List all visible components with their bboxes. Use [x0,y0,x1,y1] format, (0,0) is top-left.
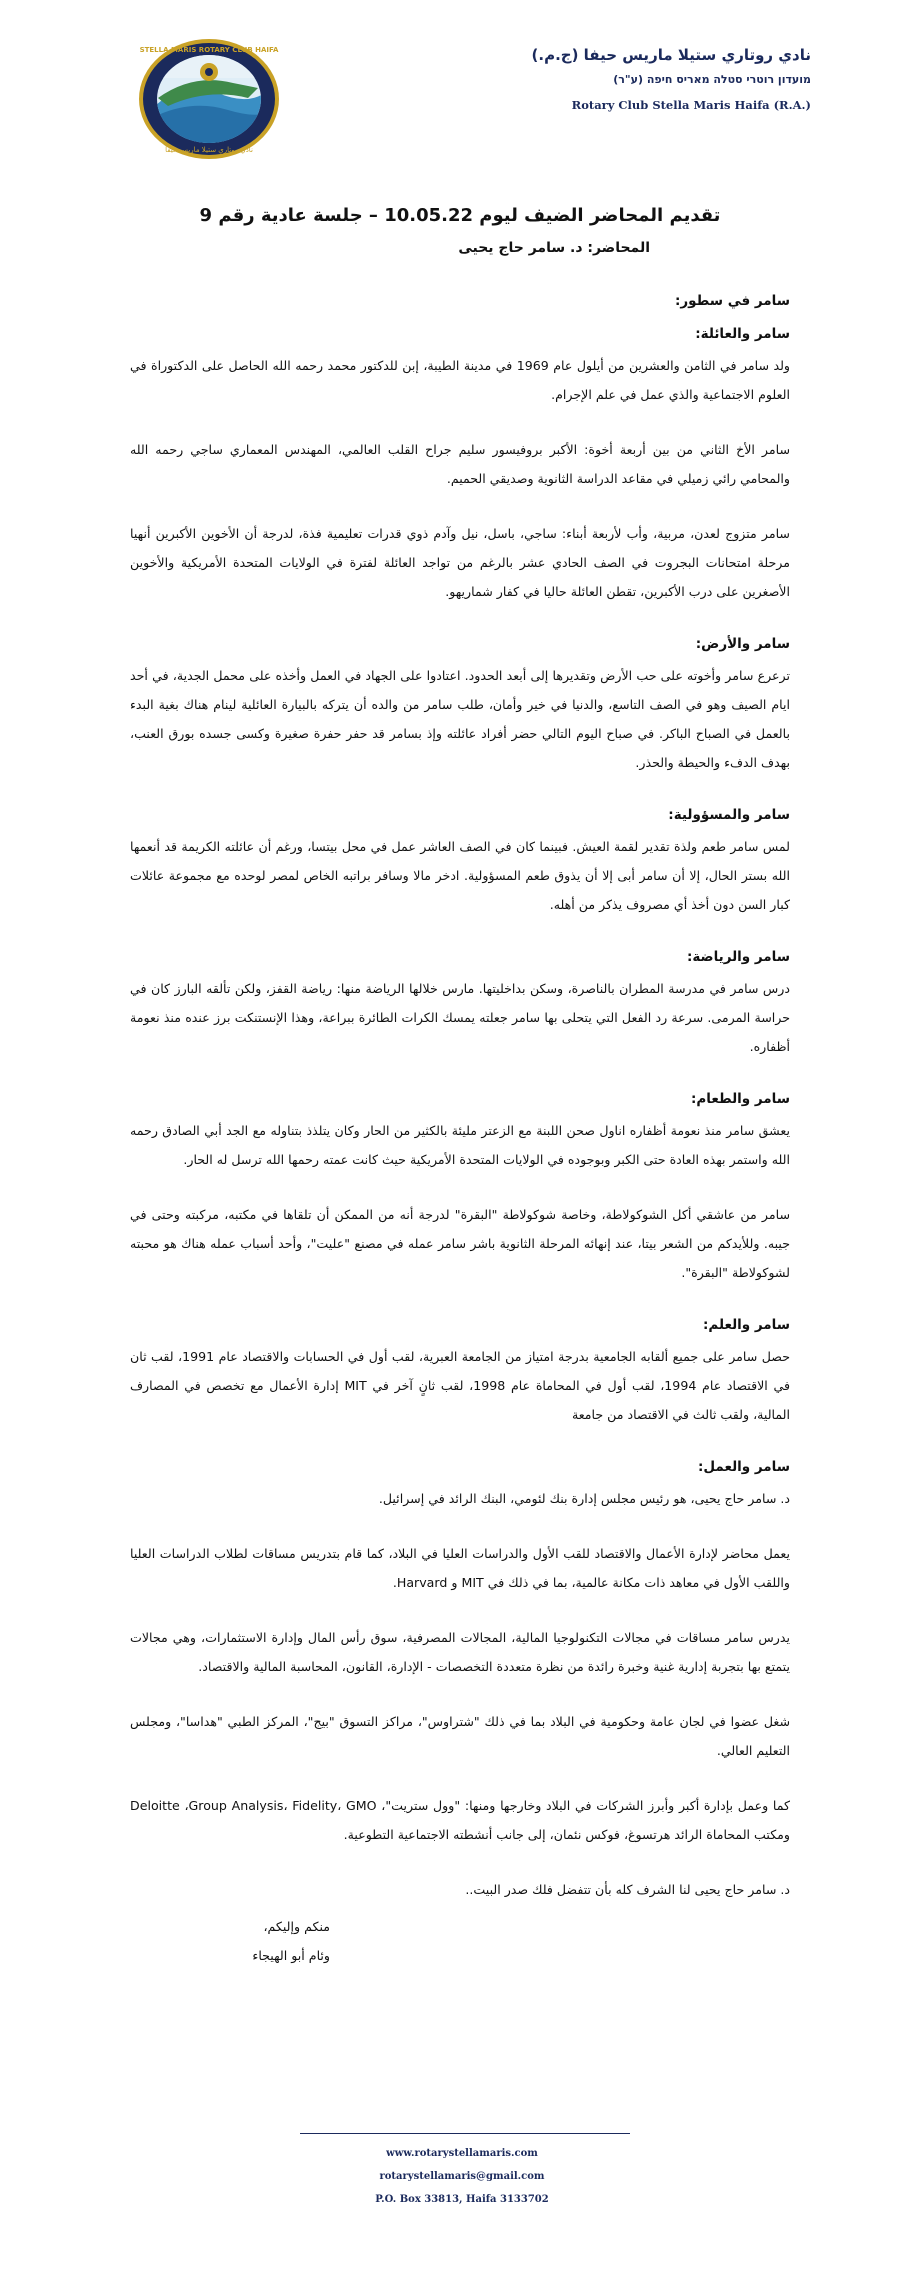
section-family [130,326,790,606]
club-name-hebrew: מועדון רוטרי סטלה מאריס חיפה (ע"ר) [613,73,811,86]
paragraph: سامر الأخ الثاني من بين أربعة أخوة: الأكبر بروفيسور سليم جراح القلب العالمي، المهندس المعماري ساجي رحمه الله والمحامي رائي زميلي في مقاعد الدراسة الثانوية وصديقي الحميم. [130,442,790,486]
paragraph: د. سامر حاج يحيى، هو رئيس مجلس إدارة بنك لئومي، البنك الرائد في إسرائيل. [378,1491,790,1506]
paragraph: شغل عضوا في لجان عامة وحكومية في البلاد بما في ذلك "شتراوس"، مراكز التسوق "بيج"، المركز الطبي "هداسا"، ومجلس التعليم العالي. [130,1714,790,1758]
letterhead [0,0,924,160]
footer-website[interactable]: www.rotarystellamaris.com [386,2148,538,2159]
section-heading: سامر والعائلة: [695,326,790,342]
paragraph: ترعرع سامر وأخوته على حب الأرض وتقديرها إلى أبعد الحدود. اعتادوا على الجهاد في العمل وأخذه على محمل الجدية، في أحد ايام الصيف وهو في الصف التاسع، والدنيا في خير وأمان، طلب سامر من والده أن يتركه بالبيارة العائلية لينام هناك بغية البدء بالعمل في الصباح الباكر. في صباح اليوم التالي حضر أفراد عائلته وإذ بسامر قد حفر حفرة صغيرة وكسى جسده بورق العنب، بهدف الدفء والحيطة والحذر. [130,668,790,770]
club-names [481,46,811,112]
page-title: تقديم المحاضر الضيف ليوم 10.05.22 – جلسة عادية رقم 9 [199,205,721,226]
section-land [130,636,790,777]
lecturer-name: المحاضر: د. سامر حاج يحيى [458,240,650,256]
section-heading: سامر والمسؤولية: [668,807,790,823]
signature-block [130,1912,790,1970]
club-name-arabic: نادي روتاري ستيلا ماريس حيفا (ج.م.) [531,46,811,64]
logo-inner-text: نادي روتاري ستيلا ماريس حيفا [165,146,253,154]
intro-heading: سامر في سطور: [674,293,790,309]
paragraph: يعمل محاضر لإدارة الأعمال والاقتصاد للقب الأول والدراسات العليا في البلاد، كما قام بتدريس مساقات لطلاب الدراسات العليا واللقب الأول في معاهد ذات مكانة عالمية، بما في ذلك في MIT و Harvard. [130,1546,790,1590]
section-work [130,1459,790,1849]
closing-line: د. سامر حاج يحيى لنا الشرف كله بأن تتفضل فلك صدر البيت.. [465,1882,790,1897]
section-heading: سامر والعلم: [702,1317,790,1333]
paragraph: درس سامر في مدرسة المطران بالناصرة، وسكن بداخليتها. مارس خلالها الرياضة منها: رياضة القفز، ولكن تألقه البارز كان في حراسة المرمى. سرعة رد الفعل التي يتحلى بها سامر جعلته يمسك الكرات الطائرة ببراعة، وهذا الإنستنكت برز عنده منذ نعومة أظفاره. [130,981,790,1054]
footer-divider [300,2133,630,2134]
section-sport [130,949,790,1061]
paragraph: يدرس سامر مساقات في مجالات التكنولوجيا المالية، المجالات المصرفية، سوق رأس المال وإدارة الاستثمارات، وهي مجالات يتمتع بها بتجربة إدارية غنية وخبرة رائدة من نظرة متعددة التخصصات - الإدارة، القانون، المحاسبة المالية والاقتصاد. [130,1630,790,1674]
section-heading: سامر والطعام: [690,1091,790,1107]
footer-address: P.O. Box 33813, Haifa 3133702 [375,2194,549,2205]
paragraph: حصل سامر على جميع ألقابه الجامعية بدرجة امتياز من الجامعة العبرية، لقب أول في الحسابات والاقتصاد عام 1991، لقب ثان في الاقتصاد عام 1994، لقب أول في المحاماة عام 1998، لقب ثانٍ آخر في MIT إدارة الأعمال مع تخصص في المصارف المالية، ولقب ثالث في الاقتصاد من جامعة [130,1349,791,1422]
footer-email[interactable]: rotarystellamaris@gmail.com [379,2171,545,2182]
paragraph: ولد سامر في الثامن والعشرين من أيلول عام 1969 في مدينة الطيبة، إبن للدكتور محمد رحمه الله الحاصل على الدكتوراة في العلوم الاجتماعية والذي عمل في علم الإجرام. [130,358,791,402]
paragraph: يعشق سامر منذ نعومة أظفاره اناول صحن اللبنة مع الزعتر مليئة بالكثير من الحار وكان يتلذذ بتناوله مع الجد أبي الصادق رحمه الله واستمر بهذه العادة حتى الكبر وبوجوده في الولايات المتحدة الأمريكية حيث كانت عمته رحمها الله ترسل له الحار. [130,1123,790,1167]
footer [0,2148,924,2217]
section-responsibility [130,807,790,919]
club-logo-icon [138,38,280,160]
paragraph: سامر من عاشقي أكل الشوكولاطة، وخاصة شوكولاطة "البقرة" لدرجة أنه من الممكن أن تلقاها في مكتبه، مركبته وحتى في جيبه. وللأيدكم من الشعر بيتا، عند إنهائه المرحلة الثانوية باشر سامر عمله في مصنع "عليت"، وأحد أسباب عمله هناك هو محبته لشوكولاطة "البقرة". [130,1207,790,1280]
section-food [130,1091,790,1287]
section-heading: سامر والرياضة: [686,949,790,965]
section-education [130,1317,790,1429]
section-heading: سامر والعمل: [697,1459,790,1475]
club-name-english: Rotary Club Stella Maris Haifa (R.A.) [571,98,811,112]
section-heading: سامر والأرض: [695,636,790,652]
sign-greeting: منكم وإليكم، [263,1919,330,1934]
logo-outer-text: STELLA MARIS ROTARY CLUB HAIFA [139,46,279,54]
sign-author: وئام أبو الهيجاء [252,1948,330,1963]
paragraph: سامر متزوج لعدن، مربية، وأب لأربعة أبناء: ساجي، باسل، نيل وآدم ذوي قدرات تعليمية فذة، لدرجة أن الأخوين الأكبرين أنهيا مرحلة امتحانات البجروت في الصف الحادي عشر بالرغم من تواجد العائلة لفترة في الولايات المتحدة الأمريكية والأخوين الأصغرين على درب الأكبرين، تقطن العائلة حاليا في كفار شماريهو. [130,526,790,599]
paragraph: كما وعمل بإدارة أكبر وأبرز الشركات في البلاد وخارجها ومنها: "وول ستريت"، Deloitte ،Group Analysis، Fidelity، GMO ومكتب المحاماة الرائد هرتسوغ، فوكس نئمان، إلى جانب أنشطته الاجتماعية التطوعية. [130,1798,791,1842]
document-body [130,205,790,1970]
paragraph: لمس سامر طعم ولذة تقدير لقمة العيش. فبينما كان في الصف العاشر عمل في محل بيتسا، ورغم أن عائلته الكريمة قد أنعمها الله بستر الحال، إلا أن سامر أبى إلا أن يذوق طعم المسؤولية. ادخر مالا وسافر براتبه الخاص لمصر لوحده مع مجموعة عائلات كبار السن دون أخذ أي مصروف يذكر من أهله. [130,839,790,912]
